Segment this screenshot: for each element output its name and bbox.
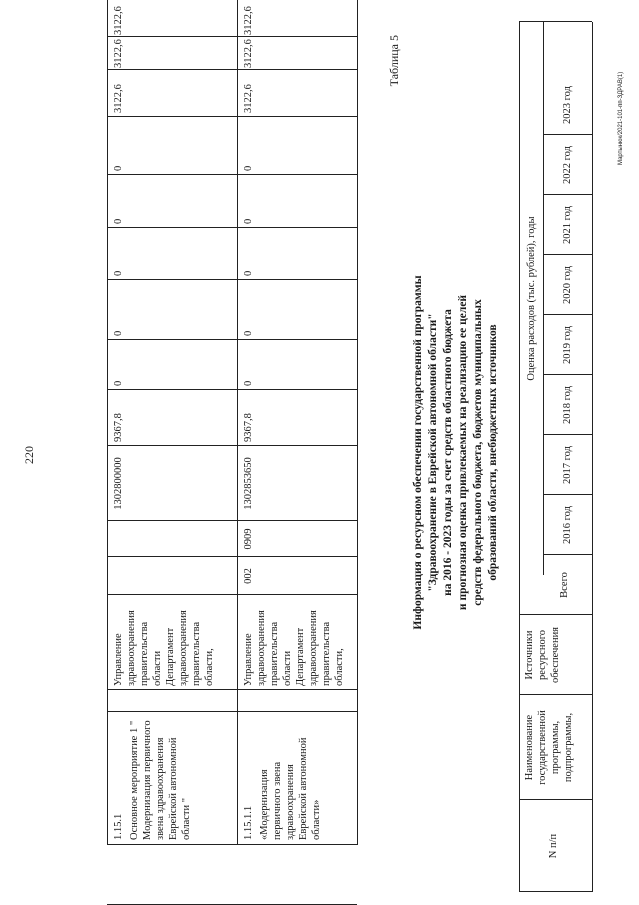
row-value: 0 [243,218,254,224]
row-value: 0 [113,218,124,224]
row-value: 0 [243,165,254,171]
header-year: 2021 год [562,206,573,244]
row-grbs [110,558,130,594]
title-line: и прогнозная оценка привлекаемых на реализацию ее целей [457,294,469,611]
row-csr: 1302800000 [113,457,124,510]
row-value: 9367,8 [243,413,254,442]
row-csr: 1302853650 [243,457,254,510]
row-value: 0 [113,380,124,386]
row-value: 0 [243,270,254,276]
row-grbs: 002 [243,568,254,584]
row-name: «Модернизация первичного звена здравоохранения Еврейской автономной области» [259,737,322,840]
title-line: образований области, внебюджетных источников [487,324,499,581]
header-year: 2019 год [562,326,573,364]
header-name: Наименование государственной программы, подпрограммы, [524,710,574,785]
row-executor: Управление здравоохранения правительства области Департамент здравоохранения правительства области, [113,610,215,686]
header-year: 2017 год [562,446,573,484]
row-rzpr [110,522,130,556]
row-value: 3122,6 [243,39,254,68]
row-executor: Управление здравоохранения правительства области Департамент здравоохранения правительства области, [243,610,345,686]
header-num: N п/п [548,833,559,859]
row-value: 0 [113,330,124,336]
row-num: 1.15.1 [113,813,124,840]
header-year: 2023 год [562,86,573,124]
header-year: 2022 год [562,146,573,184]
footer-code: Мартынюк/2021-101-пп-ЗДРАВ(1) [618,71,624,165]
row-value: 3122,6 [113,6,124,35]
row-value: 0 [243,380,254,386]
header-group: Оценка расходов (тыс. рублей), годы [526,216,537,381]
header-year: 2018 год [562,386,573,424]
row-value: 0 [113,165,124,171]
header-total: Всего [559,572,570,598]
row-value: 3122,6 [243,84,254,113]
header-year: 2020 год [562,266,573,304]
row-value: 3122,6 [113,39,124,68]
row-value: 0 [113,270,124,276]
title-line: средств федерального бюджета, бюджетов муниципальных [472,299,484,606]
title-line: "Здравоохранение в Еврейской автономной области" [427,313,439,592]
row-value: 3122,6 [243,6,254,35]
row-num: 1.15.1.1 [243,805,254,840]
row-value: 0 [243,330,254,336]
page-number: 220 [22,446,36,464]
row-value: 3122,6 [113,84,124,113]
title-line: на 2016 - 2023 годы за счет средств областного бюджета [442,309,454,596]
row-rzpr: 0909 [243,528,254,550]
row-name: Основное мероприятие 1 " Модернизация первичного звена здравоохранения Еврейской автономной области " [129,720,192,840]
row-value: 9367,8 [113,413,124,442]
header-year: 2016 год [562,506,573,544]
table-label: Таблица 5 [387,35,401,87]
header-source: Источники ресурсного обеспечения [524,626,561,684]
title-line: Информация о ресурсном обеспечении государственной программы [412,275,424,630]
